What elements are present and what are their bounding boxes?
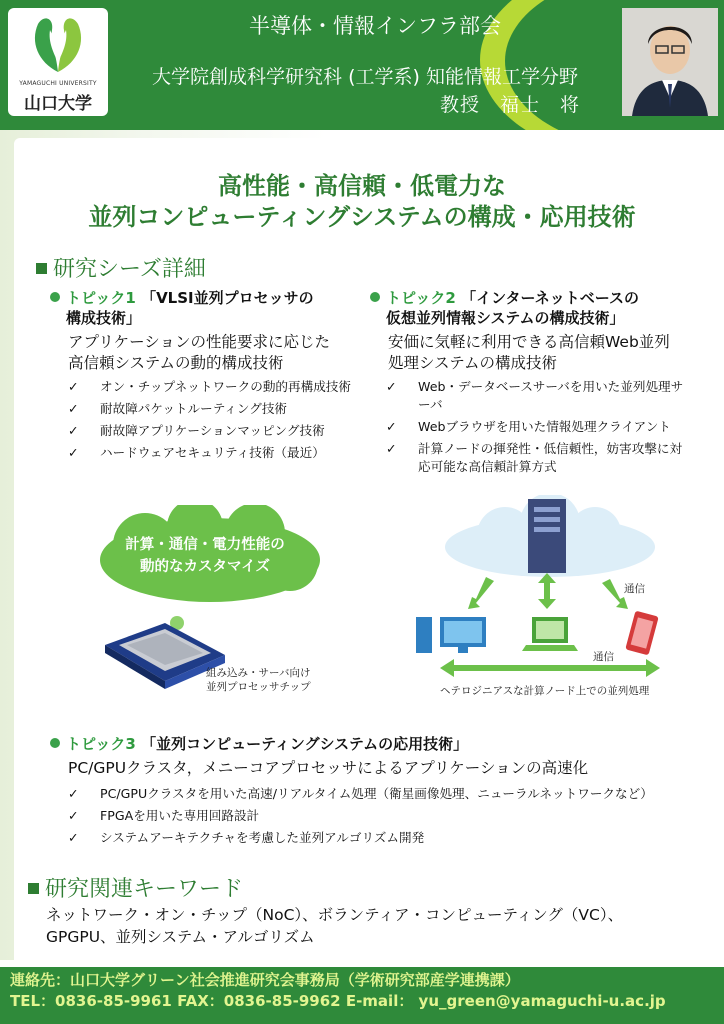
check-icon: ✓ — [68, 401, 79, 416]
network-figure — [410, 495, 690, 695]
section-heading-text: 研究関連キーワード — [45, 877, 244, 902]
logo-university-name: YAMAGUCHI UNIVERSITY — [19, 80, 97, 87]
chip-caption — [206, 666, 311, 694]
list-item: Web・データベースサーバを用いた並列処理サーバ — [418, 379, 684, 412]
topic1-title-a: 「VLSI並列プロセッサの — [141, 289, 314, 307]
check-icon: ✓ — [68, 808, 79, 823]
section-square-icon — [36, 263, 47, 274]
communication-label: 通信 — [624, 583, 645, 595]
topic1-number: トピック1 — [66, 289, 136, 307]
list-item: 耐故障パケットルーティング技術 — [100, 401, 288, 416]
check-icon: ✓ — [68, 830, 79, 845]
university-logo-mark-icon — [28, 12, 88, 78]
topic2-number: トピック2 — [386, 289, 456, 307]
laptop-icon — [522, 617, 578, 651]
section-square-icon — [28, 883, 39, 894]
check-icon: ✓ — [386, 379, 397, 394]
list-item: 計算ノードの揮発性・低信頼性，妨害攻撃に対応可能な高信頼計算方式 — [418, 441, 683, 474]
list-item: オン・チップネットワークの動的再構成技術 — [100, 379, 351, 394]
smartphone-icon — [625, 611, 659, 656]
topic3-heading — [50, 734, 690, 754]
topic3-title: 「並列コンピューティングシステムの応用技術」 — [141, 735, 469, 753]
list-item: PC/GPUクラスタを用いた高速/リアルタイム処理（衛星画像処理、ニューラルネットワークなど） — [100, 786, 653, 801]
keywords-text — [46, 904, 696, 948]
check-icon: ✓ — [386, 441, 397, 456]
topic1-lead-line-b: 高信頼システムの動的構成技術 — [68, 354, 284, 372]
footer-phone-email: TEL：0836-85-9961 FAX：0836-85-9962 E-mail： yu_green@yamaguchi-u.ac.jp — [10, 992, 666, 1010]
check-icon: ✓ — [68, 423, 79, 438]
check-icon: ✓ — [386, 419, 397, 434]
bullet-dot-icon — [370, 292, 380, 302]
topic1-heading — [50, 288, 360, 328]
professor-name: 教授 福士 将 — [439, 94, 580, 116]
list-item: FPGAを用いた専用回路設計 — [100, 808, 260, 823]
section-heading-text: 研究シーズ詳細 — [53, 257, 206, 282]
list-item: 耐故障アプリケーションマッピング技術 — [100, 423, 325, 438]
topic3-checklist — [68, 785, 704, 847]
topic1-lead — [68, 332, 368, 374]
list-item: Webブラウザを用いた情報処理クライアント — [418, 419, 671, 434]
desktop-icon — [416, 617, 486, 653]
check-icon: ✓ — [68, 445, 79, 460]
chip-caption-line2: 並列プロセッサチップ — [206, 681, 311, 693]
topic1-checklist — [68, 378, 354, 462]
topic3-number: トピック3 — [66, 735, 136, 753]
section-heading-keywords — [28, 872, 243, 903]
logo-japanese-name: 山口大学 — [24, 94, 92, 114]
page-title-line2: 並列コンピューティングシステムの構成・応用技術 — [88, 203, 636, 231]
topic1-title-b: 構成技術」 — [66, 309, 142, 327]
topic3-lead: PC/GPUクラスタ，メニーコアプロセッサによるアプリケーションの高速化 — [68, 759, 589, 777]
department-name: 半導体・情報インフラ部会 — [249, 14, 501, 38]
topic2-title-a: 「インターネットベースの — [461, 289, 639, 307]
check-icon: ✓ — [68, 379, 79, 394]
communication-label: 通信 — [593, 651, 614, 663]
cloud-caption — [105, 534, 305, 578]
horizontal-double-arrow-icon — [440, 659, 660, 677]
keywords-line-a: ネットワーク・オン・チップ（NoC）、ボランティア・コンピューティング（VC）、 — [46, 906, 624, 924]
topic1-lead-line-a: アプリケーションの性能要求に応じた — [68, 333, 330, 351]
list-item: ハードウェアセキュリティ技術（最近） — [100, 445, 325, 460]
page-title-line1: 高性能・高信頼・低電力な — [218, 172, 506, 200]
bullet-dot-icon — [50, 738, 60, 748]
keywords-line-b: GPGPU、並列システム・アルゴリズム — [46, 928, 315, 946]
double-arrow-icon — [468, 573, 628, 609]
topic2-lead-line-a: 安価に気軽に利用できる高信頼Web並列 — [388, 333, 670, 351]
footer-contact: 連絡先：山口大学グリーン社会推進研究会事務局（学術研究部産学連携課） — [10, 971, 520, 989]
heterogeneous-caption: ヘテロジニアスな計算ノード上での並列処理 — [440, 685, 650, 697]
professor-photo — [622, 8, 718, 116]
affiliation: 大学院創成科学研究科 (工学系) 知能情報工学分野 — [152, 66, 578, 88]
topic2-title-b: 仮想並列情報システムの構成技術」 — [386, 309, 625, 327]
section-heading-seeds — [36, 252, 206, 283]
topic2-lead — [388, 332, 708, 374]
check-icon: ✓ — [68, 786, 79, 801]
server-icon — [528, 499, 566, 573]
topic2-checklist — [386, 378, 692, 476]
cloud-caption-line1: 計算・通信・電力性能の — [125, 537, 285, 553]
topic2-heading — [370, 288, 710, 328]
topic2-lead-line-b: 処理システムの構成技術 — [388, 354, 557, 372]
chip-caption-line1: 組み込み・サーバ向け — [206, 667, 311, 679]
bullet-dot-icon — [50, 292, 60, 302]
list-item: システムアーキテクチャを考慮した並列アルゴリズム開発 — [100, 830, 425, 845]
cloud-caption-line2: 動的なカスタマイズ — [139, 559, 271, 575]
